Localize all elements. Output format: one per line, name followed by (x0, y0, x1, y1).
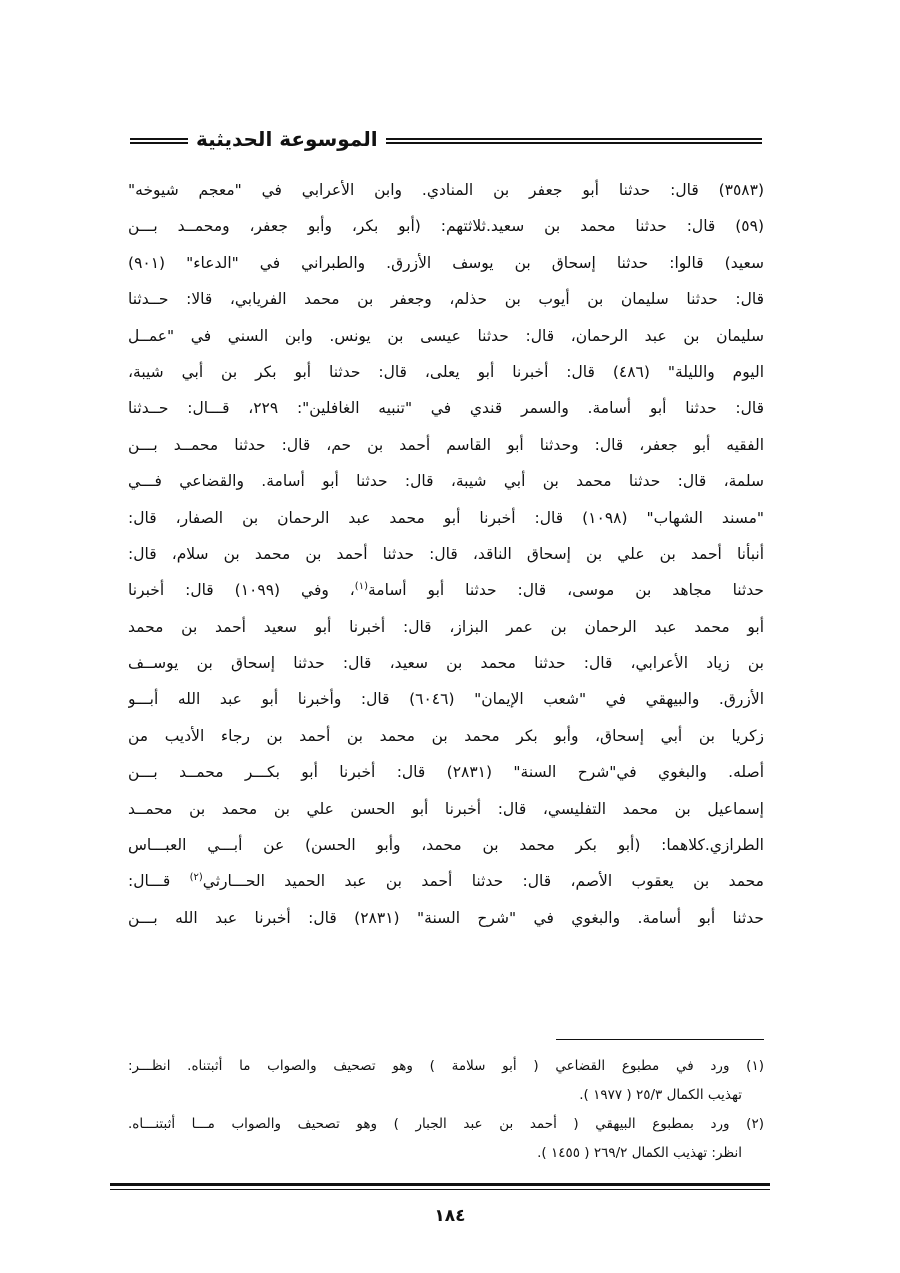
text-segment: محمد بن يعقوب الأصم، قال: حدثنا أحمد بن عبد الحميد الحـــارثي (202, 872, 764, 891)
footnote-ref-2[interactable]: (٢) (189, 872, 203, 884)
text-line: الطرازي.كلاهما: (أبو بكر محمد بن محمد، وأبو الحسن) عن أبـــي العبـــاس (128, 836, 764, 855)
footnote-ref-1[interactable]: (١) (354, 581, 368, 593)
text-line: إسماعيل بن محمد التفليسي، قال: أخبرنا أبو الحسن علي بن محمد بن محمــد (128, 799, 764, 818)
text-line: حدثنا أبو أسامة. والبغوي في "شرح السنة" (٢٨٣١) قال: أخبرنا عبد الله بـــن (128, 908, 764, 927)
text-line: قال: حدثنا أبو أسامة. والسمر قندي في "تنبيه الغافلين": ٢٢٩، قـــال: حــدثنا (128, 399, 764, 418)
footnote-1-line-1: (١) ورد في مطبوع القضاعي ( أبو سلامة ) وهو تصحيف والصواب ما أثبتناه. انظـــر: (128, 1058, 764, 1074)
footnote-2-line-2: انظر: تهذيب الكمال ٢٦٩/٢ ( ١٤٥٥ ). (537, 1145, 742, 1161)
page-number: ١٨٤ (434, 1206, 466, 1226)
bottom-rule (110, 1183, 770, 1190)
text-line: أنبأنا أحمد بن علي بن إسحاق الناقد، قال: حدثنا أحمد بن محمد بن سلام، قال: (128, 544, 764, 563)
text-line: زكريا بن أبي إسحاق، وأبو بكر محمد بن محمد بن أحمد بن رجاء الأديب من (128, 726, 764, 745)
text-line: الفقيه أبو جعفر، قال: وحدثنا أبو القاسم أحمد بن حم، قال: حدثنا محمــد بـــن (128, 435, 764, 454)
text-line: سلمة، قال: حدثنا محمد بن أبي شيبة، قال: حدثنا أبو أسامة. والقضاعي فـــي (128, 472, 764, 491)
running-header (130, 124, 762, 156)
text-segment: حدثنا مجاهد بن موسى، قال: حدثنا أبو أسامة (367, 581, 764, 600)
text-line: سعيد) قالوا: حدثنا إسحاق بن يوسف الأزرق. والطبراني في "الدعاء" (٩٠١) (128, 253, 764, 272)
text-segment: ، وفي (١٠٩٩) قال: أخبرنا (128, 581, 355, 600)
text-line: سليمان بن عبد الرحمان، قال: حدثنا عيسى بن يونس. وابن السني في "عمــل (128, 326, 764, 345)
main-text (128, 172, 764, 1048)
footnote-separator (556, 1039, 764, 1040)
text-line: (٥٩) قال: حدثنا محمد بن سعيد.ثلاثتهم: (أبو بكر، وأبو جعفر، ومحمــد بـــن (128, 217, 764, 236)
text-line-with-footnote (128, 572, 764, 608)
text-line: أصله. والبغوي في"شرح السنة" (٢٨٣١) قال: أخبرنا أبو بكـــر محمــد بـــن (128, 763, 764, 782)
header-title: الموسوعة الحديثية (188, 124, 386, 154)
footnotes (128, 1052, 764, 1168)
text-line: "مسند الشهاب" (١٠٩٨) قال: أخبرنا أبو محمد عبد الرحمان بن الصفار، قال: (128, 508, 764, 527)
text-line: أبو محمد عبد الرحمان بن عمر البزاز، قال: أخبرنا أبو سعيد أحمد بن محمد (128, 617, 764, 636)
text-line: بن زياد الأعرابي، قال: حدثنا محمد بن سعيد، قال: حدثنا إسحاق بن يوســف (128, 654, 764, 673)
text-line-with-footnote (128, 863, 764, 899)
text-segment: قـــال: (128, 872, 190, 891)
text-line: الأزرق. والبيهقي في "شعب الإيمان" (٦٠٤٦) قال: وأخبرنا أبو عبد الله أبـــو (128, 690, 764, 709)
footnote-1-line-2: تهذيب الكمال ٢٥/٣ ( ١٩٧٧ ). (579, 1087, 742, 1103)
text-line: (٣٥٨٣) قال: حدثنا أبو جعفر بن المنادي. وابن الأعرابي في "معجم شيوخه" (128, 181, 764, 199)
footnote-2-line-1: (٢) ورد بمطبوع البيهقي ( أحمد بن عبد الجبار ) وهو تصحيف والصواب مـــا أثبتنـــاه. (128, 1116, 764, 1132)
text-line: اليوم والليلة" (٤٨٦) قال: أخبرنا أبو يعلى، قال: حدثنا أبو بكر بن أبي شيبة، (128, 362, 764, 381)
text-line: قال: حدثنا سليمان بن أيوب بن حذلم، وجعفر بن محمد الفريابي، قالا: حــدثنا (128, 290, 764, 309)
